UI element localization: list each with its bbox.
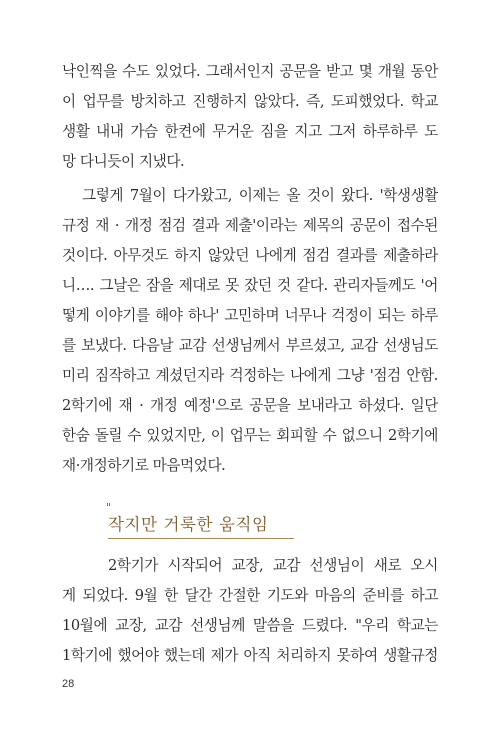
body-text-line: 미리 짐작하고 계셨던지라 걱정하는 나에게 그냥 '점검 안함. bbox=[62, 367, 438, 384]
body-text-line: 1학기에 했어야 했는데 제가 아직 처리하지 못하여 생활규정 bbox=[62, 647, 438, 664]
body-text-line: 한숨 돌릴 수 있었지만, 이 업무는 회피할 수 없으니 2학기에 bbox=[62, 427, 438, 444]
body-text-line: 10월에 교장, 교감 선생님께 말씀을 드렸다. "우리 학교는 bbox=[62, 617, 438, 634]
body-text-line: 떻게 이야기를 해야 하나' 고민하며 너무나 걱정이 되는 하루 bbox=[62, 307, 438, 324]
section-title: 작지만 거룩한 움직임 bbox=[108, 514, 294, 539]
body-text-line: 낙인찍을 수도 있었다. 그래서인지 공문을 받고 몇 개월 동안 bbox=[62, 63, 438, 80]
body-text-line: 니…. 그날은 잠을 제대로 못 잤던 것 같다. 관리자들께도 '어 bbox=[62, 277, 438, 294]
section-quote-mark: " bbox=[106, 501, 112, 514]
body-text-line: 이 업무를 방치하고 진행하지 않았다. 즉, 도피했었다. 학교 bbox=[62, 93, 438, 110]
body-text-line: 를 보냈다. 다음날 교감 선생님께서 부르셨고, 교감 선생님도 bbox=[62, 337, 438, 354]
body-text-line: 것이다. 아무것도 하지 않았던 나에게 점검 결과를 제출하라 bbox=[62, 247, 438, 264]
body-text-line: 그렇게 7월이 다가왔고, 이제는 올 것이 왔다. '학생생활 bbox=[82, 187, 438, 204]
body-text-line: 재·개정하기로 마음먹었다. bbox=[62, 457, 226, 474]
body-text-line: 2학기에 재 · 개정 예정'으로 공문을 보내라고 하셨다. 일단 bbox=[62, 397, 438, 414]
body-text-line: 생활 내내 가슴 한켠에 무거운 짐을 지고 그저 하루하루 도 bbox=[62, 123, 438, 140]
body-text-line: 규정 재 · 개정 점검 결과 제출'이라는 제목의 공문이 접수된 bbox=[62, 217, 438, 234]
body-text-line: 망 다니듯이 지냈다. bbox=[62, 153, 185, 170]
body-text-line: 게 되었다. 9월 한 달간 간절한 기도와 마음의 준비를 하고 bbox=[62, 587, 438, 604]
body-text-line: 2학기가 시작되어 교장, 교감 선생님이 새로 오시 bbox=[108, 557, 438, 574]
page-number: 28 bbox=[62, 678, 75, 690]
